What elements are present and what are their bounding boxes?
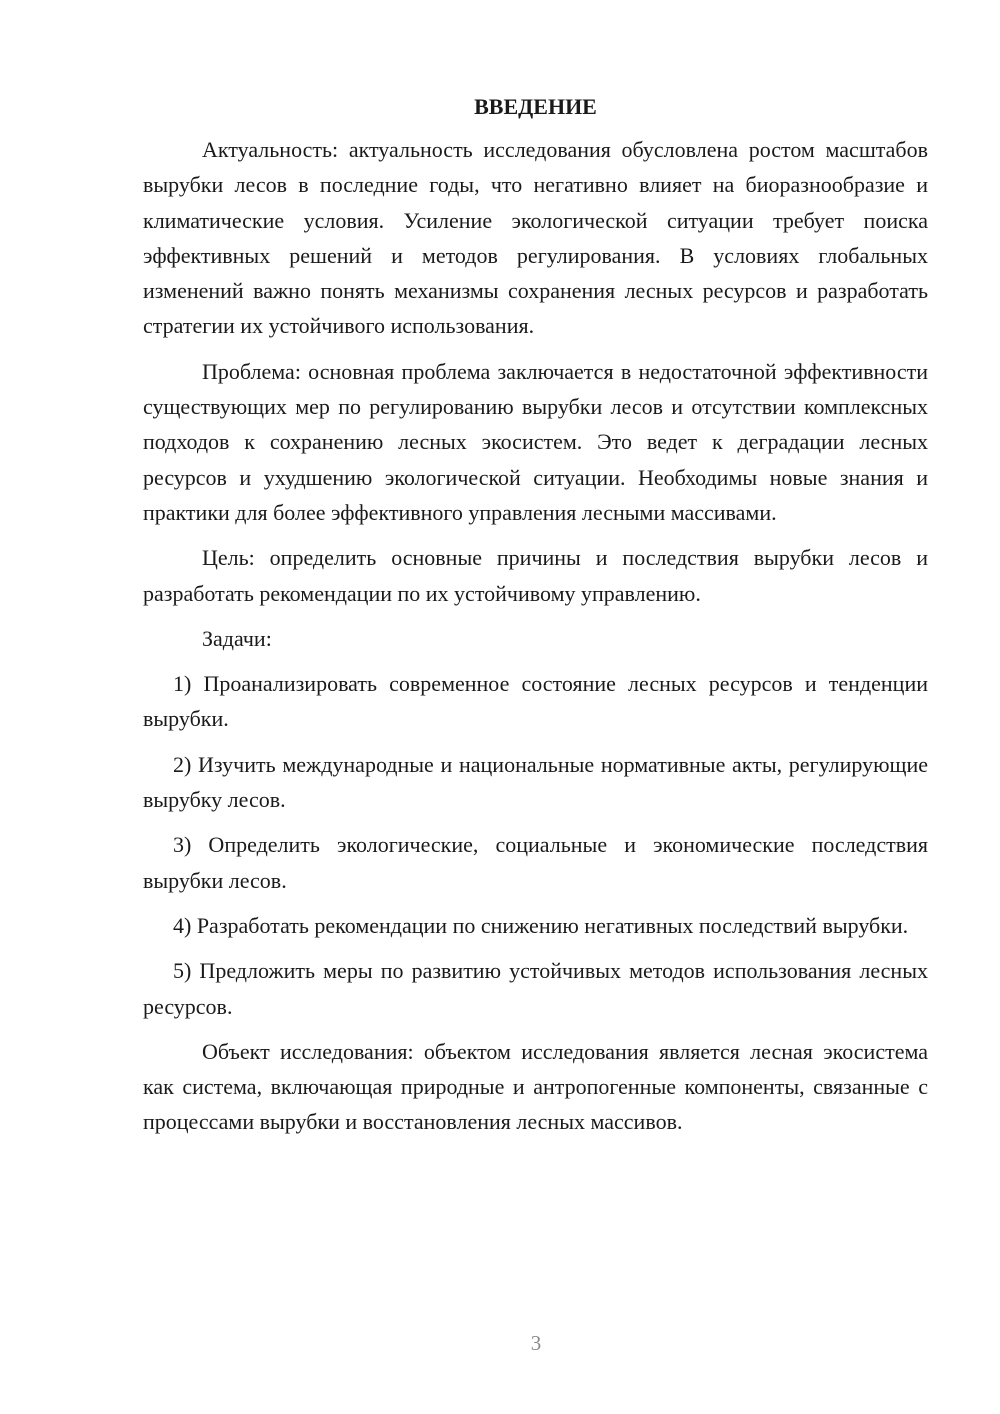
goal-paragraph: Цель: определить основные причины и последствия вырубки лесов и разработать рекомендации по их устойчивому управлению. [143, 545, 928, 606]
section-heading: ВВЕДЕНИЕ [474, 94, 597, 119]
object-paragraph: Объект исследования: объектом исследования является лесная экосистема как система, включающая природные и антропогенные компоненты, связанные с процессами вырубки и восстановления лесных массивов. [143, 1038, 928, 1135]
task-item-1: 1) Проанализировать современное состояние лесных ресурсов и тенденции вырубки. [143, 671, 928, 732]
tasks-label: Задачи: [202, 625, 272, 651]
problem-paragraph: Проблема: основная проблема заключается в недостаточной эффективности существующих мер по регулированию вырубки лесов и отсутствии комплексных подходов к сохранению лесных экосистем. Это ведет к деградации лесных ресурсов и ухудшению экологической ситуации. Необходимы новые знания и практики для более эффективного управления лесными массивами. [143, 358, 928, 525]
relevance-paragraph: Актуальность: актуальность исследования обусловлена ростом масштабов вырубки лесов в последние годы, что негативно влияет на биоразнообразие и климатические условия. Усиление экологической ситуации требует поиска эффективных решений и методов регулирования. В условиях глобальных изменений важно понять механизмы сохранения лесных ресурсов и разработать стратегии их устойчивого использования. [143, 137, 928, 339]
document-page [143, 92, 928, 1150]
task-item-5: 5) Предложить меры по развитию устойчивых методов использования лесных ресурсов. [143, 958, 928, 1019]
page-number: 3 [530, 1331, 542, 1355]
task-item-2: 2) Изучить международные и национальные нормативные акты, регулирующие вырубку лесов. [143, 751, 928, 813]
task-item-4: 4) Разработать рекомендации по снижению негативных последствий вырубки. [173, 912, 909, 938]
task-item-3: 3) Определить экологические, социальные и экономические последствия вырубки лесов. [143, 832, 928, 893]
